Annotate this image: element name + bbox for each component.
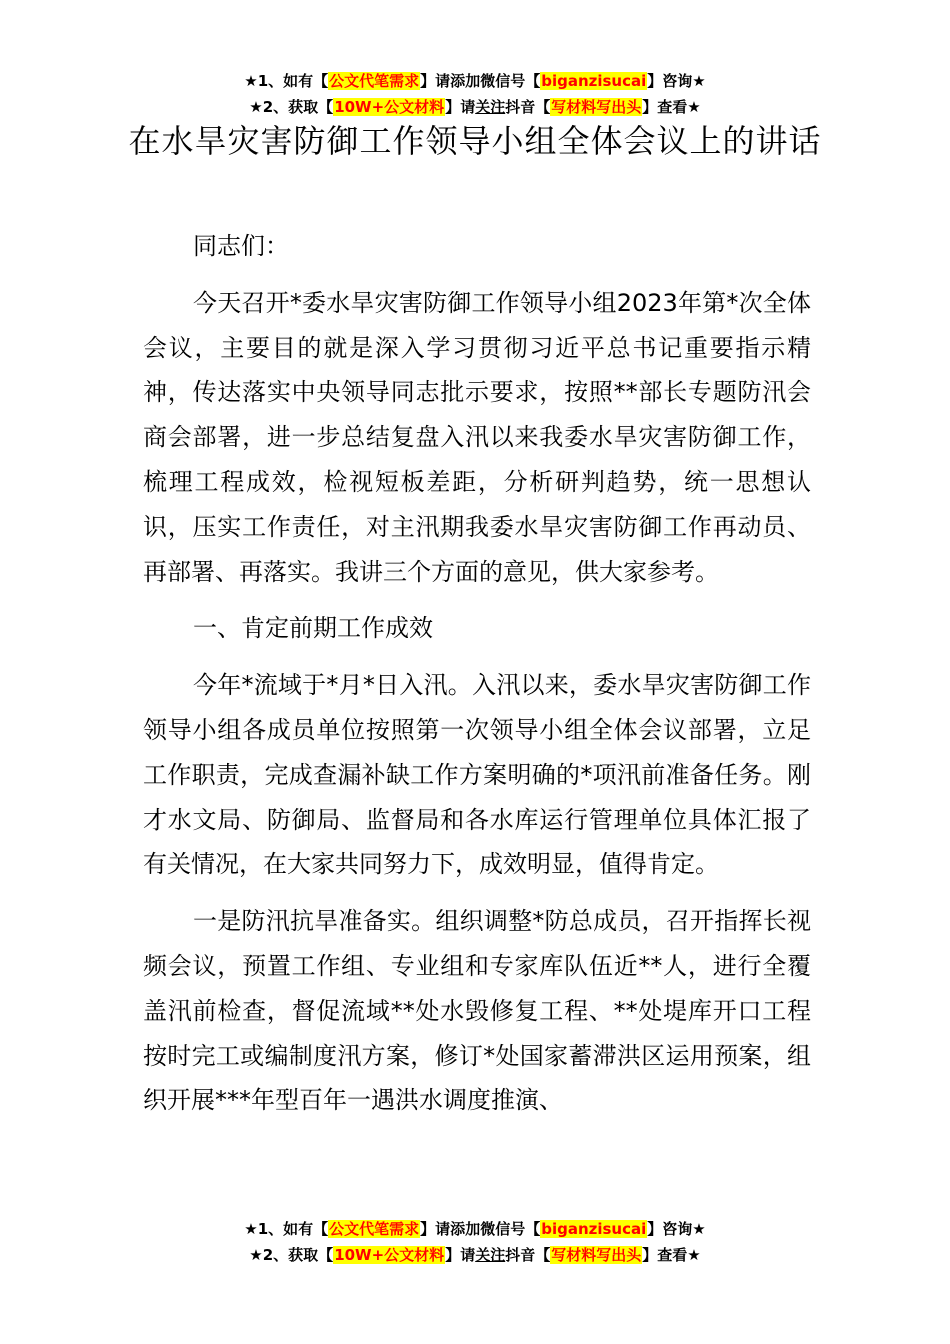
banner-line-1: [0, 1216, 950, 1242]
banner-text: 抖音【: [505, 98, 551, 116]
highlight-douyin: 写材料写出头: [551, 98, 642, 116]
banner-text: 】请: [445, 98, 476, 116]
banner-text-follow: 关注: [475, 1246, 506, 1264]
banner-text: 】咨询★: [647, 1220, 706, 1238]
highlight-douyin: 写材料写出头: [551, 1246, 642, 1264]
banner-text-add: 加: [465, 1220, 481, 1238]
highlight-material: 10W+公文材料: [334, 98, 445, 116]
banner-line-2: [0, 1242, 950, 1268]
banner-text: 】请: [445, 1246, 476, 1264]
document-body: [143, 224, 811, 1135]
banner-text: 】查看★: [642, 1246, 701, 1264]
paragraph: 今年*流域于*月*日入汛。入汛以来，委水旱灾害防御工作领导小组各成员单位按照第一次领导小组全体会议部署，立足工作职责，完成查漏补缺工作方案明确的*项汛前准备任务。刚才水文局、防御局、监督局和各水库运行管理单位具体汇报了有关情况，在大家共同努力下，成效明显，值得肯定。: [143, 671, 811, 879]
paragraph: 一是防汛抗旱准备实。组织调整*防总成员，召开指挥长视频会议，预置工作组、专业组和专家库队伍近**人，进行全覆盖汛前检查，督促流域**处水毁修复工程、**处堤库开口工程按时完工或编制度汛方案，修订*处国家蓄滞洪区运用预案，组织开展***年型百年一遇洪水调度推演、: [143, 907, 811, 1115]
banner-line-2: [0, 94, 950, 120]
section-heading: 一、肯定前期工作成效: [193, 614, 433, 643]
banner-text: 抖音【: [505, 1246, 551, 1264]
banner-text: 微信号【: [480, 72, 541, 90]
banner-text: 微信号【: [480, 1220, 541, 1238]
highlight-service: 公文代笔需求: [329, 1220, 420, 1238]
banner-text-follow: 关注: [475, 98, 506, 116]
banner-text: ★2、获取【: [249, 1246, 334, 1264]
banner-text: 】请添: [420, 72, 466, 90]
highlight-wechat-id: biganzisucai: [541, 1220, 647, 1238]
banner-text: 】咨询★: [647, 72, 706, 90]
banner-text: 】请添: [420, 1220, 466, 1238]
footer-banner: [0, 1216, 950, 1268]
highlight-wechat-id: biganzisucai: [541, 72, 647, 90]
banner-text: ★2、获取【: [249, 98, 334, 116]
banner-text: 】查看★: [642, 98, 701, 116]
document-title: 在水旱灾害防御工作领导小组全体会议上的讲话: [128, 122, 822, 160]
paragraph: 今天召开*委水旱灾害防御工作领导小组2023年第*次全体会议，主要目的就是深入学习贯彻习近平总书记重要指示精神，传达落实中央领导同志批示要求，按照**部长专题防汛会商会部署，进一步总结复盘入汛以来我委水旱灾害防御工作，梳理工程成效，检视短板差距，分析研判趋势，统一思想认识，压实工作责任，对主汛期我委水旱灾害防御工作再动员、再部署、再落实。我讲三个方面的意见，供大家参考。: [143, 288, 811, 586]
highlight-service: 公文代笔需求: [329, 72, 420, 90]
salutation: 同志们：: [193, 232, 289, 260]
header-banner: [0, 68, 950, 120]
banner-text: ★1、如有【: [244, 1220, 329, 1238]
banner-text: ★1、如有【: [244, 72, 329, 90]
highlight-material: 10W+公文材料: [334, 1246, 445, 1264]
banner-text-add: 加: [465, 72, 481, 90]
banner-line-1: [0, 68, 950, 94]
